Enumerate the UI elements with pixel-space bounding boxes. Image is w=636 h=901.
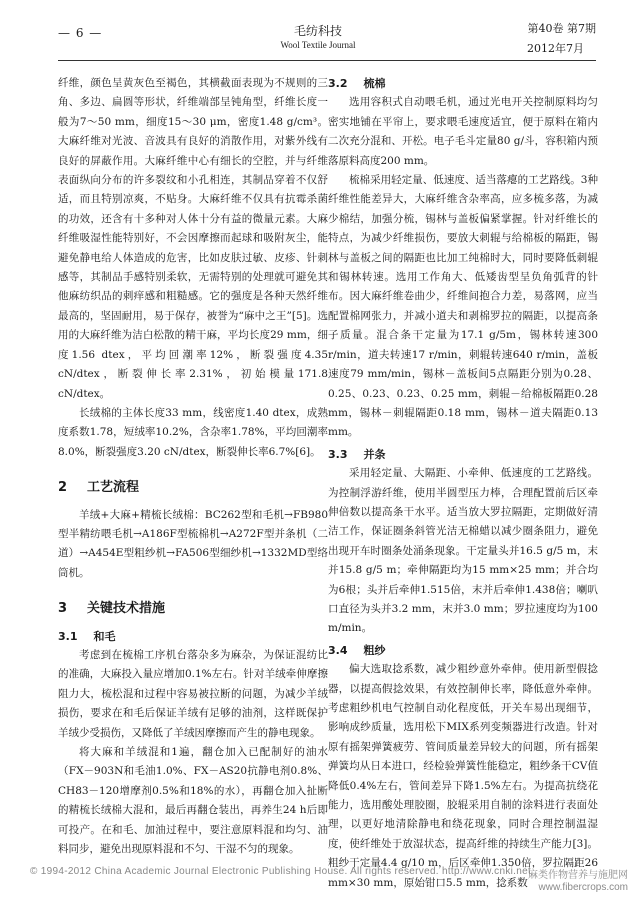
subsection-heading: [58, 627, 328, 646]
section-heading: [58, 478, 328, 497]
subsection-heading: [328, 641, 598, 660]
left-column: [58, 74, 328, 859]
journal-title-cn: 毛纺科技: [293, 24, 342, 38]
paragraph: 长绒棉的主体长度33 mm，线密度1.40 dtex，成熟度系数1.78，短绒率10.2%，含杂率1.78%，平均回潮率8.0%，断裂强度3.20 cN/dtex，断裂伸长率6.7%[6]。: [58, 406, 328, 458]
page-number: — 6 —: [58, 26, 103, 40]
section-heading: [58, 599, 328, 618]
paragraph: 采用轻定量、大隔距、小牵伸、低速度的工艺路线。为控制浮游纤维，使用半圆型压力棒，合理配置前后区牵伸倍数以提高条干水平。适当放大罗拉隔距，定期做好清洁工作，保证圈条斜管光洁无棉蜡以减少圈条阻力，避免出现开车时圈条处涌条现象。干定量头并16.5 g/5 m，末并15.8 g/5 m；牵伸隔距均为15 mm×25 mm；并合均为6根；头并后牵伸1.515倍，末并后牵伸1.438倍；喇叭口直径为头并3.2 mm，末并3.0 mm；罗拉速度均为100 m/min。: [328, 467, 598, 635]
subsection-heading: [328, 74, 598, 93]
section-number: 2: [58, 480, 68, 496]
section-title: 关键技术措施: [87, 601, 166, 617]
paragraph: 偏大选取捻系数，减少粗纱意外牵伸。使用新型假捻器，以提高假捻效果，有效控制伸长率，降低意外牵伸。考虑粗纱机电气控制自动化程度低，开关车易出现细节，影响成纱质量，选用松下MIX系列变频器进行改造。针对原有摇架弹簧疲劳、管间质量差异较大的问题，所有摇架弹簧均从日本进口，经检验弹簧性能稳定，粗纱条干CV值降低0.4%左右，管间差异下降1.5%左右。为提高抗绕花能力，选用酸处理胶圈，胶辊采用自制的涂料进行表面处理，以更好地清除静电和绕花现象，同时合理控制温湿度，使纤维处于放湿状态，提高纤维的持续生产能力[3]。粗纱干定量4.4 g/10 m，后区牵伸1.350倍，罗拉隔距26 mm×30 mm，原始钳口5.5 mm，捻系数: [328, 663, 598, 889]
section-number: 3: [58, 601, 68, 617]
subsection-number: 3.2: [328, 77, 348, 90]
header-rule: [58, 60, 596, 61]
watermark-url: www.fibercrops.com: [538, 882, 628, 893]
subsection-number: 3.1: [58, 629, 78, 643]
page-header: [0, 0, 636, 72]
copyright-footer: © 1994-2012 China Academic Journal Electronic Publishing House. All rights reserved. http://www.cnki.net: [30, 866, 532, 877]
subsection-title: 梳棉: [363, 77, 386, 90]
subsection-title: 粗纱: [363, 643, 386, 657]
publication-date: 2012年7月: [527, 42, 584, 55]
subsection-number: 3.4: [328, 643, 348, 657]
subsection-number: 3.3: [328, 447, 348, 461]
subsection-title: 和毛: [93, 629, 116, 643]
paragraph: 梳棉采用轻定量、低速度、适当落瘪的工艺路线。3种纤维性能差异大，大麻纤维含杂率高，应多梳多落，为减少棉结，加强分梳，锡林与盖板偏紧掌握。针对纤维长的特点，为减少纤维损伤，要放大刺辊与给棉板的隔距，锡林与盖板之间的隔距也比加工纯棉时大，同时要降低刺辊和锡林转速。选用工作角大、低矮齿型呈负角弧背的针布。因大麻纤维卷曲少，纤维间抱合力差，易落网，应当配置棉网张力，并减小道夫和剥棉罗拉的隔距，以提高条子质量。混合条干定量为17.1 g/5m，锡林转速300 r/min，道夫转速17 r/min，刺辊转速640 r/min，盖板速度79 mm/min，锡林－盖板间5点隔距分别为0.28、0.25、0.23、0.23、0.25 mm，刺辊－给棉板隔距0.28 mm，锡林－刺辊隔距0.18 mm，锡林－道夫隔距0.13 mm。: [328, 174, 598, 439]
paragraph: 羊绒+大麻+精梳长绒棉：BC262型和毛机→FB980型半精纺喂毛机→A186F型梳棉机→A272F型并条机（二道）→A454E型粗纱机→FA506型细纱机→1332MD型络筒机。: [58, 508, 328, 579]
subsection-heading: [328, 445, 598, 464]
journal-title-en: Wool Textile Journal: [280, 40, 356, 50]
volume-issue: 第40卷 第7期: [527, 22, 596, 35]
subsection-title: 并条: [363, 447, 386, 461]
watermark-text: 麻类作物营养与施肥网: [528, 870, 628, 881]
right-column: [328, 74, 598, 893]
paragraph: 考虑到在梳棉工序机台落杂多为麻杂，为保证混纺比的准确，大麻投入量应增加0.1%左右。针对羊绒牵伸摩擦阻力大，梳松混和过程中容易被拉断的问题，为减少羊绒损伤，要求在和毛后保证羊绒有足够的油剂，这样既保护羊绒少受损伤，又降低了羊绒因摩擦而产生的静电现象。: [58, 648, 328, 739]
section-title: 工艺流程: [87, 480, 140, 496]
paragraph: 纤维，颜色呈黄灰色至褐色，其横截面表现为不规则的三角、多边、扁圆等形状，纤维端部呈钝角型，纤维长度一般为7～50 mm，细度15～30 μm，密度1.48 g/cm³。大麻纤维对光波、音波具有良好的消散作用，对紫外线有良好的屏蔽作用。大麻纤维中心有细长的空腔，并与纤维表面纵向分布的许多裂纹和小孔相连，其制品穿着不仅舒适，而且特别凉爽，不贴身。大麻纤维不仅具有抗霉杀菌的功效，还含有十多种对人体十分有益的微量元素。大麻纤维吸湿性能特别好，不会因摩擦而起球和吸附灰尘，能避免静电给人体造成的危害，比如皮肤过敏、皮疹、针刺感等，其制品手感特别柔软，无需特别的处理就可避免其他麻纺织品的刺痒感和粗糙感。它的强度是各种天然纤维最高的，坚固耐用，易于保存，被誉为“麻中之王”[5]。选用的大麻纤维为洁白松散的精干麻，平均长度29 mm，细度1.56 dtex，平均回潮率12%，断裂强度4.35 cN/dtex，断裂伸长率2.31%，初始模量171.8 cN/dtex。: [58, 77, 328, 400]
paragraph: 选用容积式自动喂毛机，通过光电开关控制原料均匀密实地铺在平帘上，要求喂毛速度适宜，便于原料在箱内二次充分混和、开松。电子毛斗定量80 g/斗，容积箱内预落原料高度200 mm。: [328, 96, 598, 167]
paragraph: 将大麻和羊绒混和1遍，翻仓加入已配制好的油水（FX－903N和毛油1.0%、FX－AS20抗静电剂0.8%、CH83－120增摩剂0.5%和18%的水），再翻仓加入扯断的精梳长绒棉大混和，最后再翻仓装出，再养生24 h后即可投产。在和毛、加油过程中，要注意原料混和均匀、油料同步，避免出现原料混和不匀、干湿不匀的现象。: [58, 746, 328, 856]
